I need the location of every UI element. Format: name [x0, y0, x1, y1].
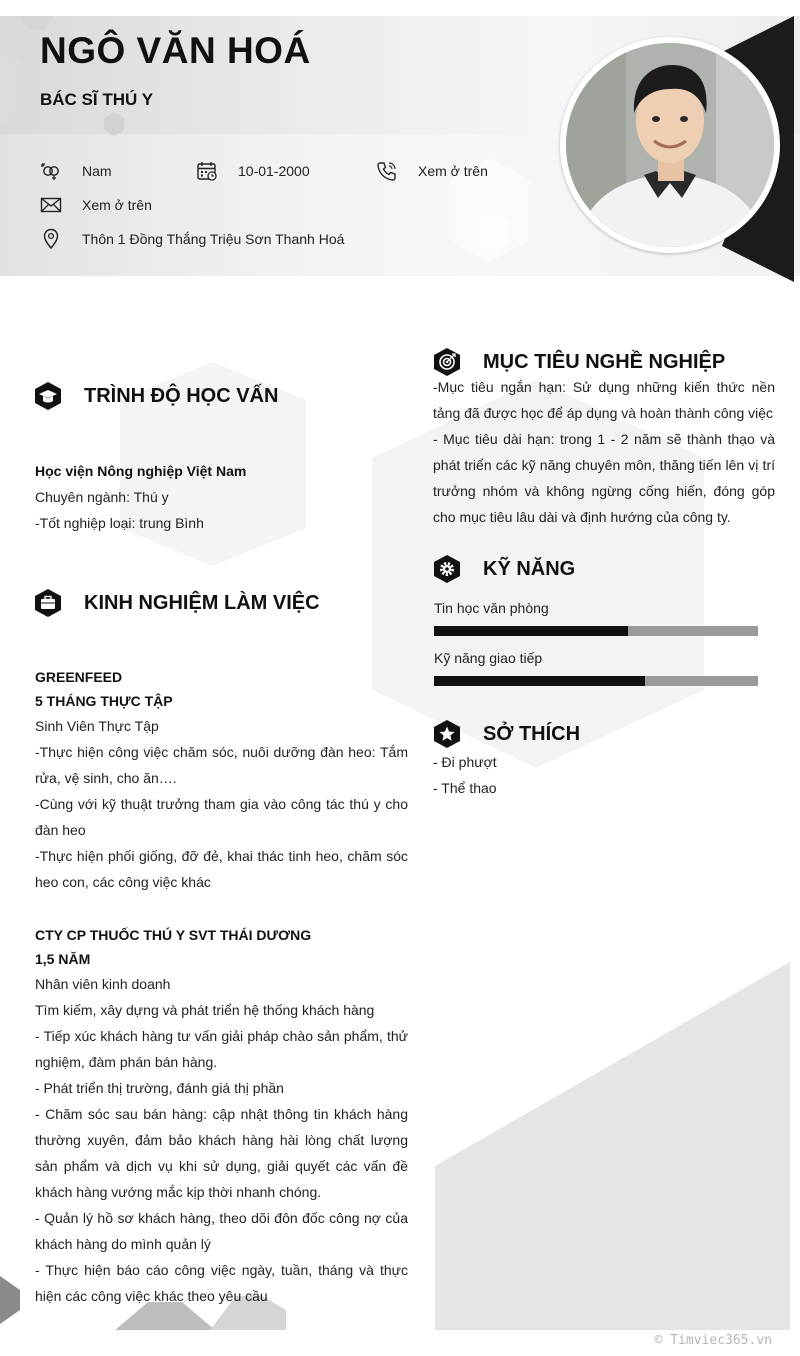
phone-icon	[376, 160, 398, 182]
education-grade: -Tốt nghiệp loại: trung Bình	[35, 515, 204, 531]
briefcase-icon	[34, 588, 62, 618]
job-title: BÁC SĨ THÚ Y	[40, 90, 154, 109]
skills-section-header	[433, 554, 575, 584]
experience-section-header	[34, 588, 320, 618]
hobbies-section-header	[433, 719, 580, 749]
skills-list	[434, 600, 758, 686]
graduation-cap-icon	[34, 381, 62, 411]
objective-long-term: - Mục tiêu dài hạn: trong 1 - 2 năm sẽ thành thạo và phát triển các kỹ năng chuyên môn, thăng tiến lên vị trí trưởng nhóm và không ngừng cống hiến, đóng góp cho mục tiêu lâu dài và định hướng của công ty.	[433, 431, 775, 525]
star-icon	[433, 719, 461, 749]
skill-label: Tin học văn phòng	[434, 600, 549, 616]
profile-photo	[566, 43, 774, 247]
skill-bar	[434, 676, 758, 686]
address-value: Thôn 1 Đồng Thắng Triệu Sơn Thanh Hoá	[82, 231, 345, 247]
hobbies-title: SỞ THÍCH	[483, 722, 581, 745]
job-duty: -Thực hiện công việc chăm sóc, nuôi dưỡng đàn heo: Tắm rửa, vệ sinh, cho ăn….	[35, 744, 408, 786]
phone-value: Xem ở trên	[418, 163, 488, 179]
job-position: Sinh Viên Thực Tập	[35, 718, 159, 734]
objective-short-term: -Mục tiêu ngắn hạn: Sử dụng những kiến thức nền tảng đã được học để áp dụng và hoàn thành công việc	[433, 379, 775, 421]
phone-row	[376, 160, 488, 182]
skill-bar-fill	[434, 626, 628, 636]
job-duty: Tìm kiếm, xây dựng và phát triển hệ thống khách hàng	[35, 1002, 375, 1018]
gender-icon	[40, 160, 62, 182]
birthday-row	[196, 160, 310, 182]
hobby-item: - Thể thao	[433, 780, 497, 796]
objective-content	[433, 374, 775, 530]
experience-job-1	[35, 665, 408, 895]
email-row	[40, 194, 152, 216]
education-section-header	[34, 381, 278, 411]
job-duty: - Phát triển thị trường, đánh giá thị phần	[35, 1080, 284, 1096]
job-duty: -Thực hiện phối giống, đỡ đẻ, khai thác tinh heo, chăm sóc heo con, các công việc khác	[35, 848, 408, 890]
job-company: CTY CP THUỐC THÚ Y SVT THÁI DƯƠNG	[35, 927, 312, 943]
gear-icon	[433, 554, 461, 584]
job-duty: - Tiếp xúc khách hàng tư vấn giải pháp chào sản phẩm, thử nghiệm, đàm phán bán hàng.	[35, 1028, 408, 1070]
hobby-item: - Đi phượt	[433, 754, 497, 770]
location-pin-icon	[40, 228, 62, 250]
gender-row	[40, 160, 112, 182]
objective-section-header	[433, 347, 725, 377]
objective-title: MỤC TIÊU NGHỀ NGHIỆP	[483, 350, 726, 373]
birthday-value: 10-01-2000	[238, 163, 310, 179]
profile-photo-frame	[560, 37, 780, 253]
job-company: GREENFEED	[35, 669, 123, 685]
job-position: Nhân viên kinh doanh	[35, 976, 171, 992]
education-school: Học viện Nông nghiệp Việt Nam	[35, 463, 247, 479]
email-value: Xem ở trên	[82, 197, 152, 213]
watermark: © Timviec365.vn	[654, 1333, 772, 1348]
job-duration: 5 THÁNG THỰC TẬP	[35, 693, 173, 709]
address-row	[40, 228, 344, 250]
experience-job-2	[35, 923, 408, 1309]
education-title: TRÌNH ĐỘ HỌC VẤN	[84, 384, 279, 407]
job-duty: - Quản lý hồ sơ khách hàng, theo dõi đôn đốc công nợ của khách hàng do mình quản lý	[35, 1210, 408, 1252]
job-duty: - Chăm sóc sau bán hàng: cập nhật thông tin khách hàng thường xuyên, đảm bảo khách hàng hài lòng chất lượng sản phẩm và dịch vụ khi sử dụng, giải quyết các vấn đề khách hàng vướng mắc kịp thời nhanh chóng.	[35, 1106, 408, 1200]
education-content	[35, 458, 408, 536]
skill-bar-fill	[434, 676, 645, 686]
envelope-icon	[40, 194, 62, 216]
gender-value: Nam	[82, 163, 112, 179]
skill-label: Kỹ năng giao tiếp	[434, 650, 543, 666]
job-duty: - Thực hiện báo cáo công việc ngày, tuần, tháng và thực hiện các công việc khác theo yêu cầu	[35, 1262, 408, 1304]
skill-bar	[434, 626, 758, 636]
calendar-icon	[196, 160, 218, 182]
target-icon	[433, 347, 461, 377]
job-duration: 1,5 NĂM	[35, 951, 91, 967]
hobbies-list	[433, 749, 775, 801]
job-duty: -Cùng với kỹ thuật trưởng tham gia vào công tác thú y cho đàn heo	[35, 796, 408, 838]
skills-title: KỸ NĂNG	[483, 557, 576, 580]
experience-title: KINH NGHIỆM LÀM VIỆC	[84, 591, 320, 614]
education-major: Chuyên ngành: Thú y	[35, 489, 169, 505]
candidate-name: NGÔ VĂN HOÁ	[40, 30, 311, 71]
